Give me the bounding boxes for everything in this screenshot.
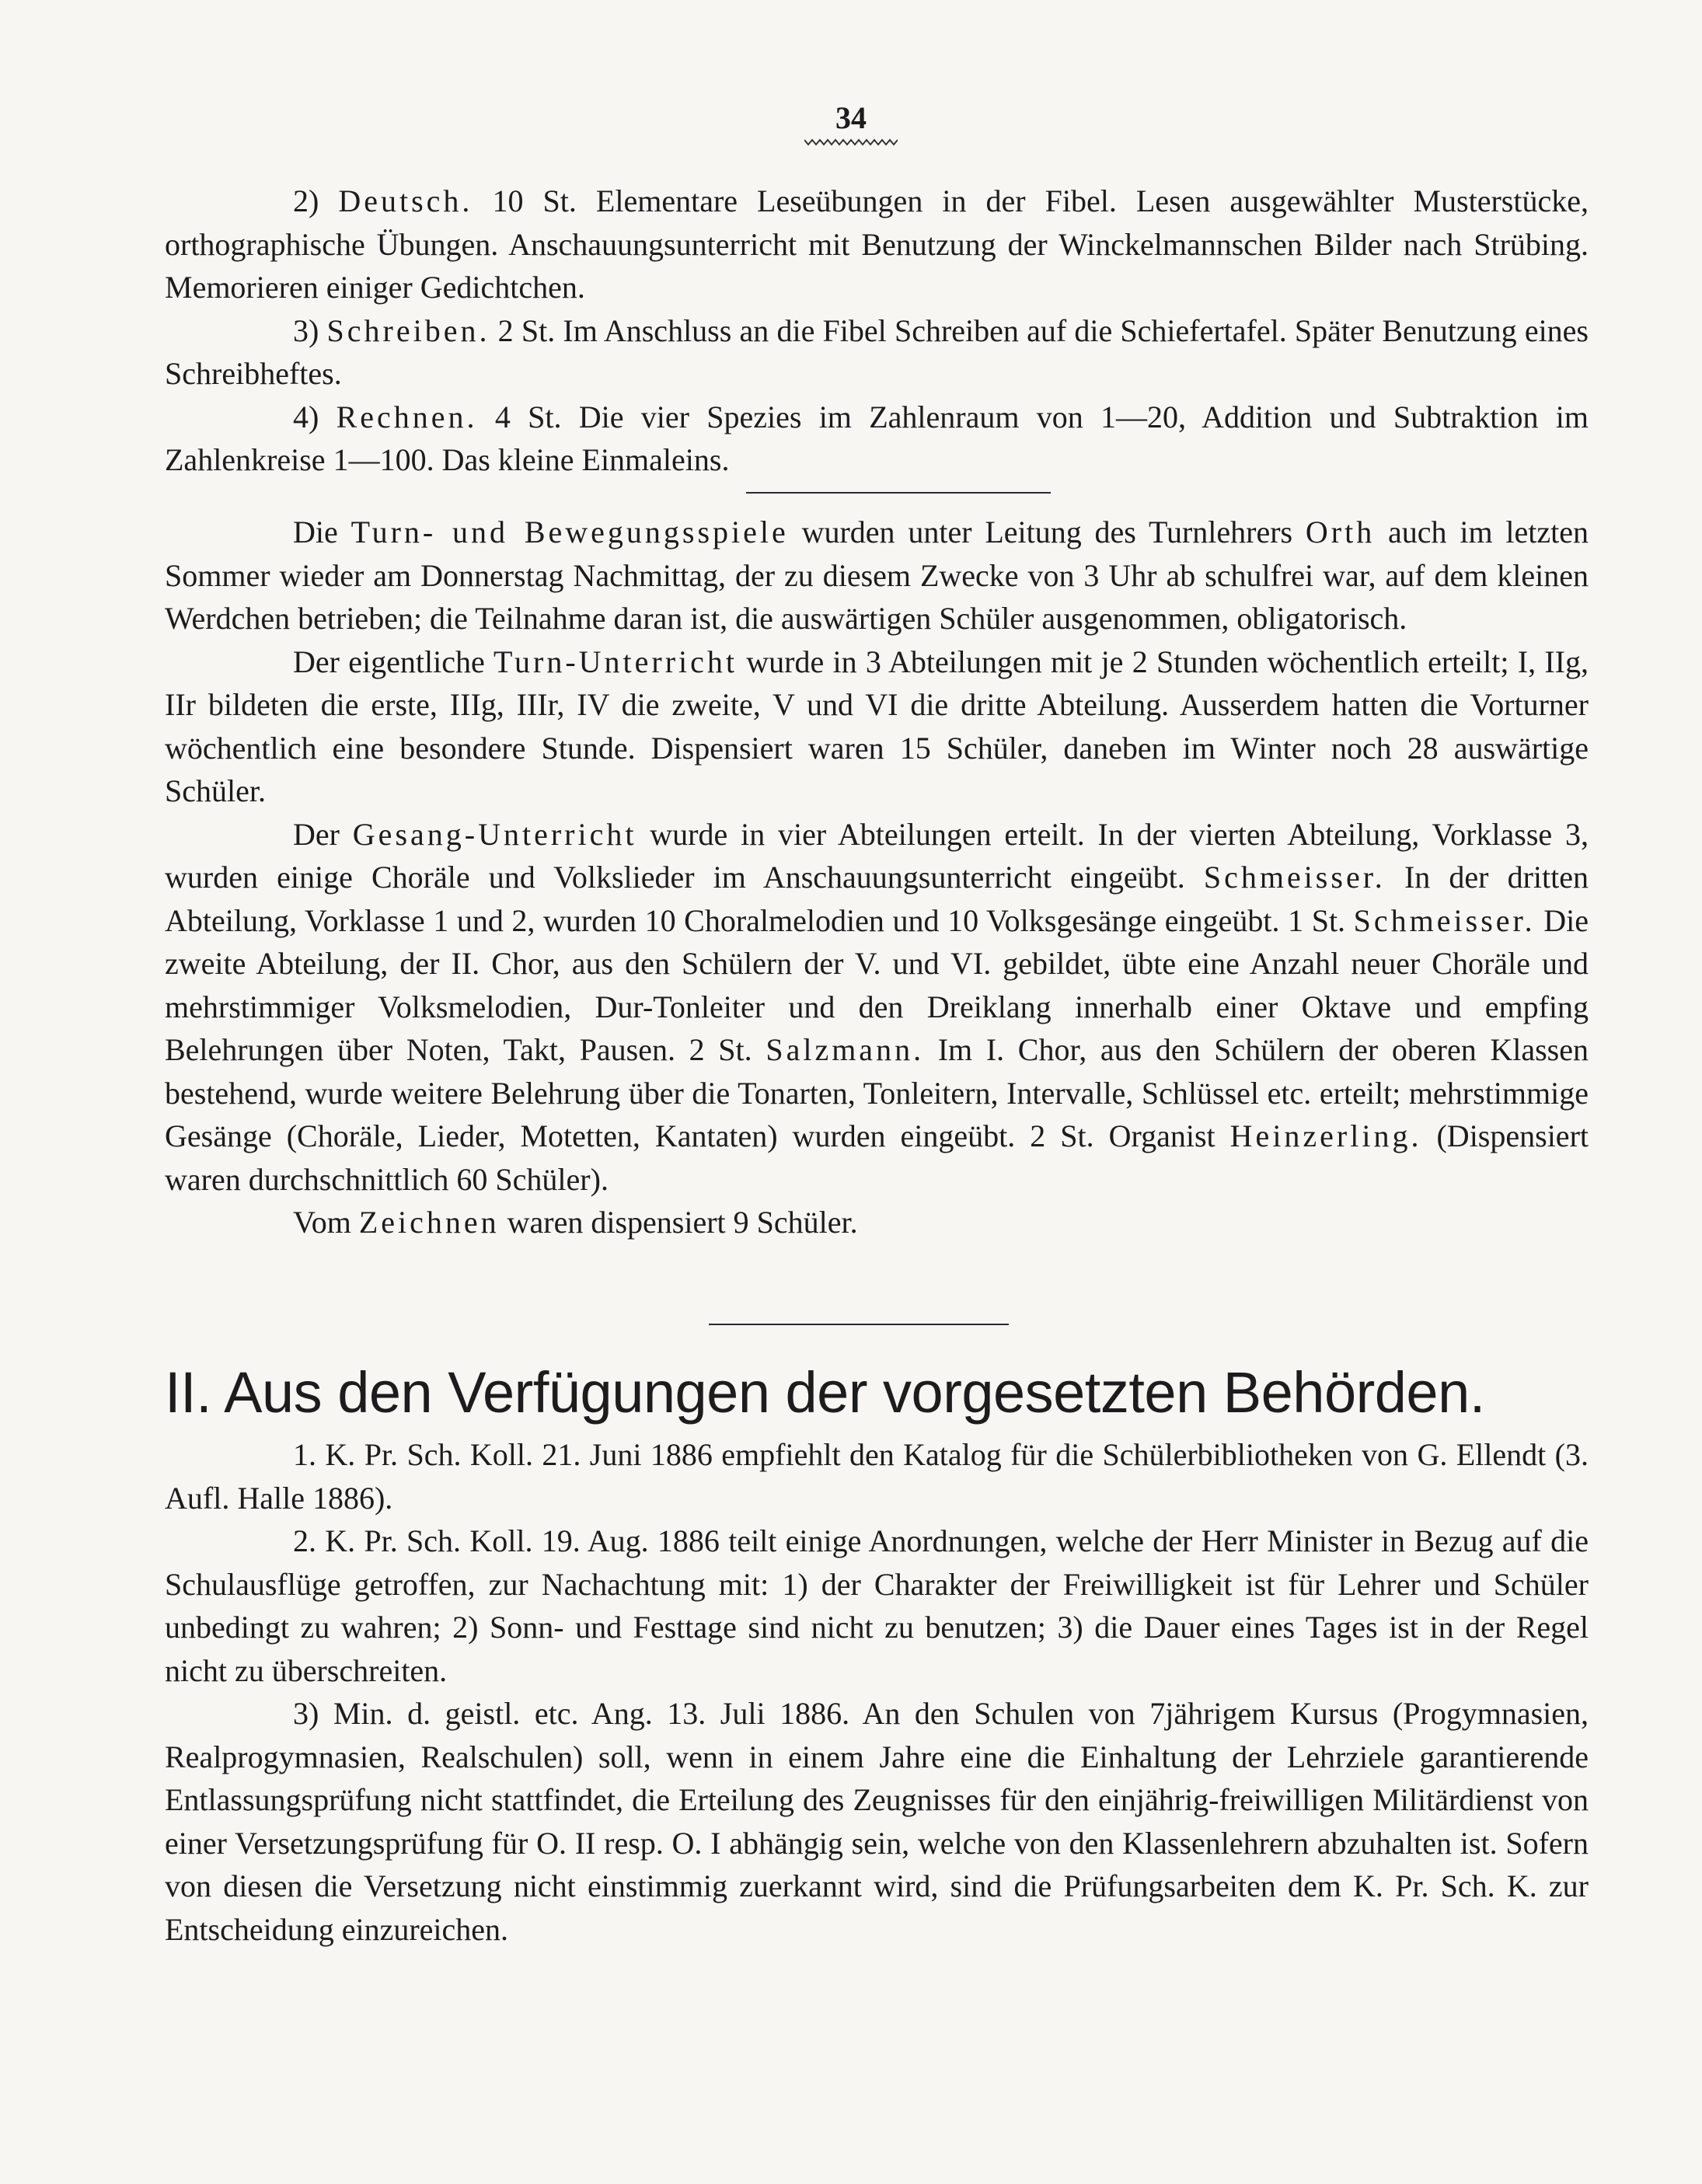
ordinance-2: 2. K. Pr. Sch. Koll. 19. Aug. 1886 teilt einige Anordnungen, welche der Herr Minister in Bezug auf die Schulausflüge getroffen, zur Nachachtung mit: 1) der Charakter der Freiwilligkeit ist für Lehrer und Schüler unbedingt zu wahren; 2) Sonn- und Festtage sind nicht zu benutzen; 3) die Dauer eines Tages ist in der Regel nicht zu überschreiten.	[165, 1523, 1589, 1688]
page-number: 34	[835, 100, 867, 135]
section-heading: II. Aus den Verfügungen der vorgesetzten Behörden.	[165, 1360, 1485, 1425]
ordinance-3: 3) Min. d. geistl. etc. Ang. 13. Juli 1886. An den Schulen von 7jährigem Kursus (Progymnasien, Realprogymnasien, Realschulen) soll, wenn in einem Jahre eine die Einhaltung der Lehrziele garantierende Entlassungsprüfung nicht stattfindet, die Erteilung des Zeugnisses für den einjährig-freiwilligen Militärdienst von einer Versetzungsprüfung für O. II resp. O. I abhängig sein, welche von den Klassenlehrern abzuhalten ist. Sofern von diesen die Versetzung nicht einstimmig zuerkannt wird, sind die Prüfungsarbeiten dem K. Pr. Sch. K. zur Entscheidung einzureichen.	[165, 1696, 1589, 1947]
physical-music-block	[165, 511, 1589, 1244]
divider-rule	[746, 492, 1051, 494]
ordinances-block	[165, 1433, 1589, 1951]
subject-schreiben: 3) Schreiben. 2 St. Im Anschluss an die Fibel Schreiben auf die Schiefertafel. Später Benutzung eines Schreibheftes.	[165, 312, 1589, 391]
subject-deutsch: 2) Deutsch. 10 St. Elementare Leseübungen in der Fibel. Lesen ausgewählter Musterstücke, orthographische Übungen. Anschauungsunterricht mit Benutzung der Winckelmannschen Bilder nach Strübing. Memorieren einiger Gedichtchen.	[165, 183, 1589, 305]
paragraph-zeichnen: Vom Zeichnen waren dispensiert 9 Schüler.	[293, 1205, 858, 1240]
divider-rule-2	[709, 1324, 1009, 1325]
subjects-block	[165, 180, 1589, 482]
subject-rechnen: 4) Rechnen. 4 St. Die vier Spezies im Zahlenraum von 1—20, Addition und Subtraktion im Zahlenkreise 1—100. Das kleine Einmaleins.	[165, 399, 1589, 477]
paragraph-gesangunterricht: Der Gesang-Unterricht wurde in vier Abteilungen erteilt. In der vierten Abteilung, Vorklasse 3, wurden einige Choräle und Volkslieder im Anschauungsunterricht eingeübt. Schmeisser. In der dritten Abteilung, Vorklasse 1 und 2, wurden 10 Choralmelodien und 10 Volksgesänge eingeübt. 1 St. Schmeisser. Die zweite Abteilung, der II. Chor, aus den Schülern der V. und VI. gebildet, übte eine Anzahl neuer Choräle und mehrstimmiger Volksmelodien, Dur-Tonleiter und den Dreiklang innerhalb einer Oktave und empfing Belehrungen über Noten, Takt, Pausen. 2 St. Salzmann. Im I. Chor, aus den Schülern der oberen Klassen bestehend, wurde weitere Belehrung über die Tonarten, Tonleitern, Intervalle, Schlüssel etc. erteilt; mehrstimmige Gesänge (Choräle, Lieder, Motetten, Kantaten) wurden eingeübt. 2 St. Organist Heinzerling. (Dispensiert waren durchschnittlich 60 Schüler).	[165, 816, 1589, 1197]
paragraph-turnspiele: Die Turn- und Bewegungsspiele wurden unter Leitung des Turnlehrers Orth auch im letzten Sommer wieder am Donnerstag Nachmittag, der zu diesem Zwecke von 3 Uhr ab schulfrei war, auf dem kleinen Werdchen betrieben; die Teilnahme daran ist, die auswärtigen Schüler ausgenommen, obligatorisch.	[165, 515, 1589, 636]
paragraph-turnunterricht: Der eigentliche Turn-Unterricht wurde in 3 Abteilungen mit je 2 Stunden wöchentlich erteilt; I, IIg, IIr bildeten die erste, IIIg, IIIr, IV die zweite, V und VI die dritte Abteilung. Ausserdem hatten die Vorturner wöchentlich eine besondere Stunde. Dispensiert waren 15 Schüler, daneben im Winter noch 28 auswärtige Schüler.	[165, 644, 1589, 808]
ornament-squiggle	[804, 137, 898, 148]
ordinance-1: 1. K. Pr. Sch. Koll. 21. Juni 1886 empfiehlt den Katalog für die Schülerbibliotheken von G. Ellendt (3. Aufl. Halle 1886).	[165, 1437, 1589, 1516]
